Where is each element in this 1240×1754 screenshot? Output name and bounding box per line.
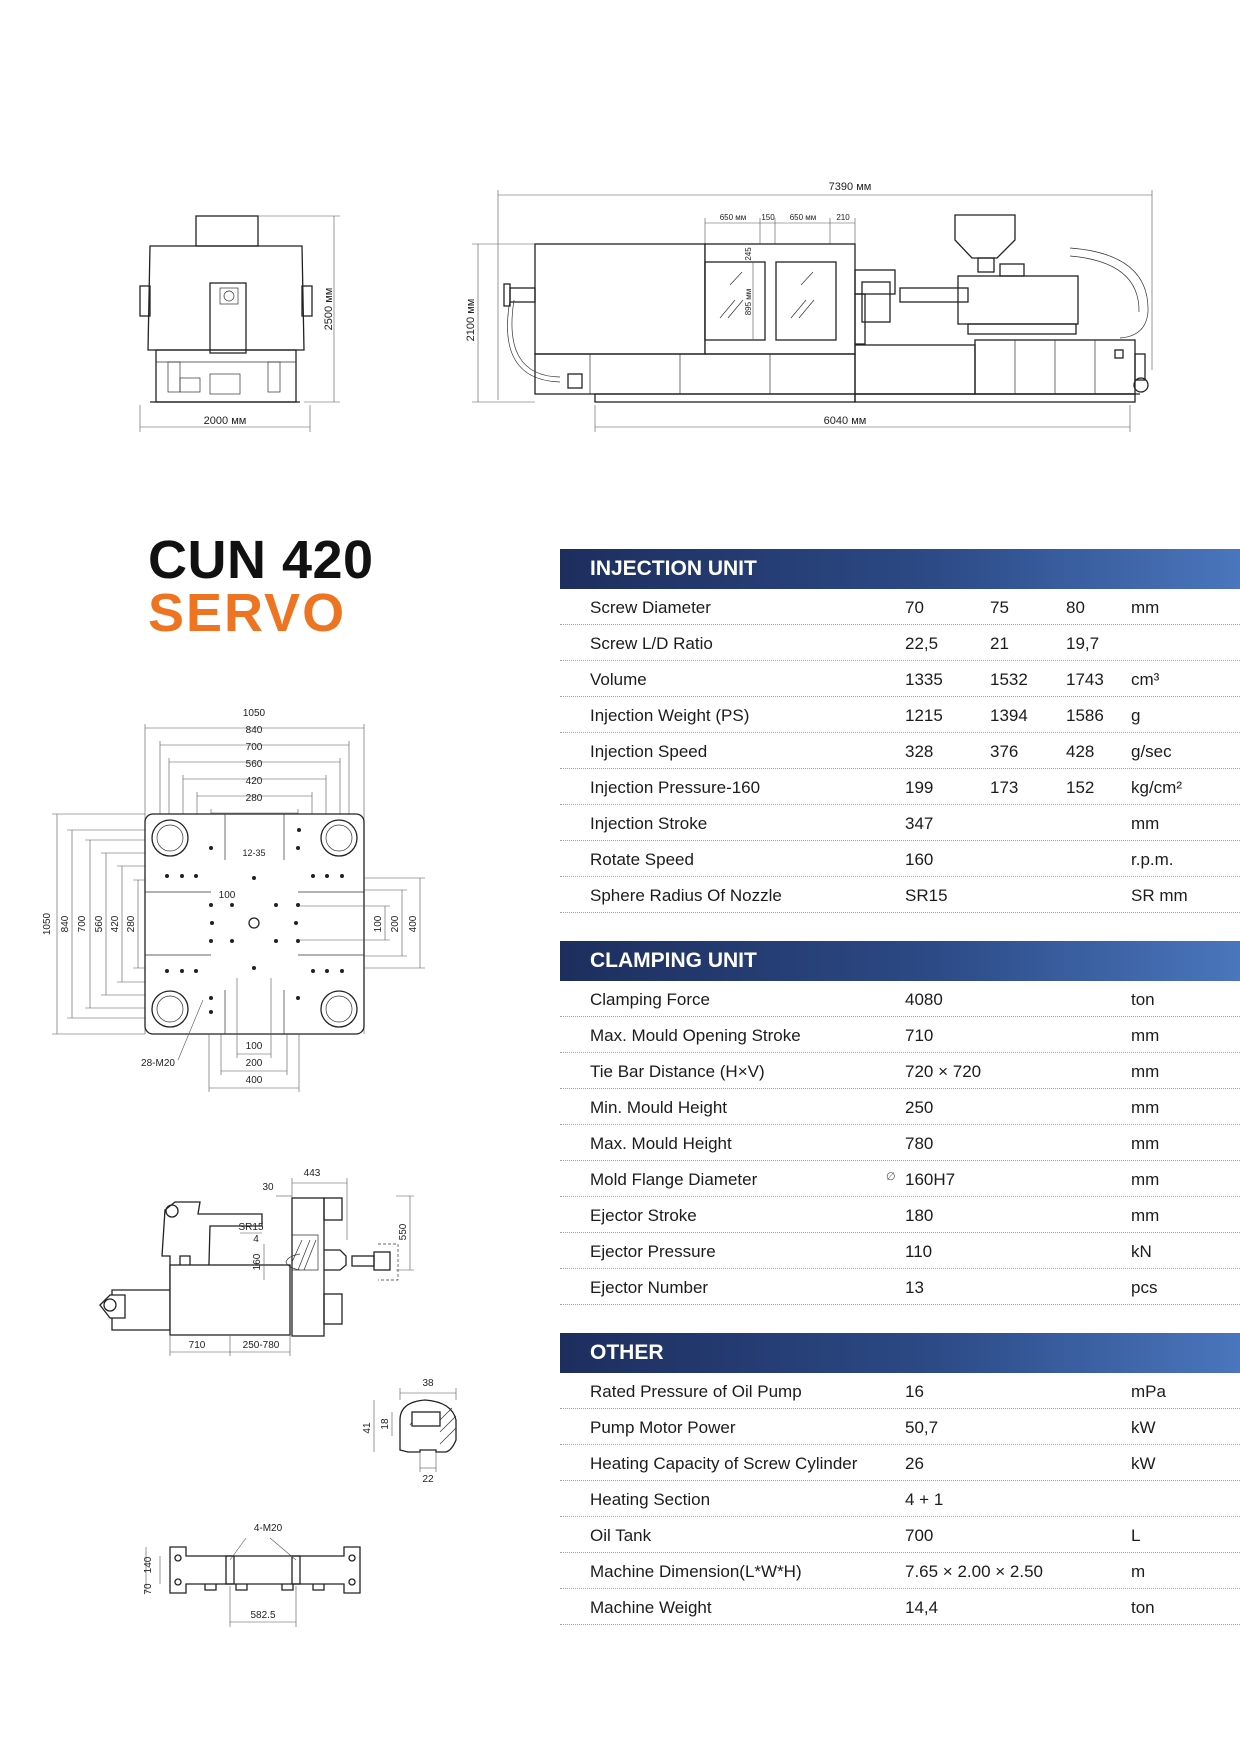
spec-value: 152 (1066, 778, 1095, 797)
spec-label: Clamping Force (590, 990, 710, 1009)
spec-row (560, 1017, 1240, 1053)
spec-unit: mm (1131, 598, 1160, 617)
spec-unit: mm (1131, 814, 1160, 833)
spec-value: 19,7 (1066, 634, 1100, 653)
mould-710-label: 710 (188, 1340, 206, 1351)
spec-row (560, 661, 1240, 697)
spec-row (560, 1517, 1240, 1553)
spec-unit: pcs (1131, 1278, 1158, 1297)
spec-value: 1394 (990, 706, 1028, 725)
spec-value: 250 (905, 1098, 934, 1117)
spec-unit: g (1131, 706, 1141, 725)
spec-unit: mm (1131, 1134, 1160, 1153)
platen-h-280: 280 (245, 793, 263, 804)
platen-r-200: 200 (390, 915, 401, 933)
platen-v-420: 420 (110, 915, 121, 933)
nozzle-41-label: 41 (362, 1422, 373, 1434)
platen-12-35-label: 12-35 (242, 848, 266, 858)
platen-b-400: 400 (245, 1075, 263, 1086)
spec-unit: kW (1131, 1454, 1156, 1473)
platen-h-1050: 1050 (242, 708, 266, 719)
spec-value: 428 (1066, 742, 1095, 761)
nozzle-38-label: 38 (422, 1378, 434, 1389)
seg-210-label: 210 (836, 213, 850, 222)
spec-unit: mPa (1131, 1382, 1166, 1401)
mould-443-label: 443 (303, 1168, 321, 1179)
spec-row (560, 805, 1240, 841)
front-width-label: 2000 мм (203, 415, 247, 427)
seg-150-label: 150 (761, 213, 775, 222)
platen-r-100: 100 (373, 915, 384, 933)
spec-label: Screw L/D Ratio (590, 634, 713, 653)
spec-row (560, 1445, 1240, 1481)
other-section (560, 1333, 1240, 1625)
platen-v-280: 280 (126, 915, 137, 933)
spec-value: 22,5 (905, 634, 939, 653)
spec-value: 70 (905, 598, 924, 617)
spec-value: 710 (905, 1026, 934, 1045)
platen-v-1050: 1050 (42, 912, 53, 936)
spec-unit: g/sec (1131, 742, 1172, 761)
spec-label: Min. Mould Height (590, 1098, 728, 1117)
spec-value: 1743 (1066, 670, 1104, 689)
spec-value: 700 (905, 1526, 934, 1545)
spec-row (560, 733, 1240, 769)
mould-250-780-label: 250-780 (242, 1340, 280, 1351)
spec-unit: m (1131, 1562, 1146, 1581)
spec-row (560, 1233, 1240, 1269)
platen-v-840: 840 (60, 915, 71, 933)
spec-label: Oil Tank (590, 1526, 652, 1545)
side-view-drawing (465, 181, 1152, 432)
ejector-4m20-label: 4-M20 (253, 1523, 283, 1534)
platen-b-200: 200 (245, 1058, 263, 1069)
spec-row (560, 589, 1240, 625)
spec-row (560, 697, 1240, 733)
spec-value: 160H7 (905, 1170, 956, 1189)
spec-value: 4080 (905, 990, 943, 1009)
spec-unit: mm (1131, 1170, 1160, 1189)
spec-unit: cm³ (1131, 670, 1160, 689)
spec-value: 7.65 × 2.00 × 2.50 (905, 1562, 1044, 1581)
mould-4-label: 4 (253, 1234, 259, 1245)
platen-drawing (42, 708, 425, 1092)
spec-row (560, 1089, 1240, 1125)
mould-30-label: 30 (262, 1182, 274, 1193)
platen-v-560: 560 (94, 915, 105, 933)
spec-value: 180 (905, 1206, 934, 1225)
spec-unit: SR mm (1131, 886, 1188, 905)
platen-h-560: 560 (245, 759, 263, 770)
spec-unit: L (1131, 1526, 1141, 1545)
spec-value: 80 (1066, 598, 1085, 617)
injection-unit-section (560, 549, 1240, 913)
spec-row (560, 981, 1240, 1017)
side-height-label: 2100 мм (465, 298, 477, 342)
spec-value: 160 (905, 850, 934, 869)
spec-label: Machine Dimension(L*W*H) (590, 1562, 802, 1581)
spec-label: Volume (590, 670, 647, 689)
spec-value: 14,4 (905, 1598, 939, 1617)
spec-label: Rotate Speed (590, 850, 694, 869)
platen-28-m20-label: 28-M20 (141, 1058, 175, 1069)
spec-row (560, 1409, 1240, 1445)
spec-unit: r.p.m. (1131, 850, 1174, 869)
seg-650b-label: 650 мм (789, 213, 817, 222)
nozzle-profile-drawing (362, 1378, 456, 1485)
spec-label: Rated Pressure of Oil Pump (590, 1382, 802, 1401)
nozzle-18-label: 18 (380, 1418, 391, 1430)
other-heading: OTHER (560, 1333, 1240, 1373)
spec-value: 110 (905, 1242, 933, 1261)
platen-h-700: 700 (245, 742, 263, 753)
spec-value: 780 (905, 1134, 934, 1153)
spec-label: Injection Weight (PS) (590, 706, 750, 725)
spec-value: 4 + 1 (905, 1490, 944, 1509)
spec-row (560, 625, 1240, 661)
spec-label: Injection Pressure-160 (590, 778, 761, 797)
spec-value: 1586 (1066, 706, 1104, 725)
spec-row (560, 1053, 1240, 1089)
platen-100-label: 100 (218, 890, 236, 901)
spec-value: 328 (905, 742, 934, 761)
diameter-symbol: ∅ (886, 1171, 896, 1183)
spec-label: Sphere Radius Of Nozzle (590, 886, 782, 905)
spec-value: 26 (905, 1454, 924, 1473)
ejector-140-label: 140 (143, 1556, 154, 1574)
mould-550-label: 550 (398, 1223, 409, 1241)
spec-row (560, 1481, 1240, 1517)
platen-v-700: 700 (77, 915, 88, 933)
mould-sr15-label: SR15 (238, 1222, 264, 1233)
spec-value: 199 (905, 778, 934, 797)
spec-label: Mold Flange Diameter (590, 1170, 758, 1189)
spec-value: 347 (905, 814, 934, 833)
spec-value: 376 (990, 742, 1019, 761)
spec-row (560, 1125, 1240, 1161)
platen-r-400: 400 (408, 915, 419, 933)
front-height-label: 2500 мм (323, 287, 335, 331)
clamping-unit-section (560, 941, 1240, 1305)
win-245-label: 245 (744, 247, 753, 261)
win-895-label: 895 мм (744, 288, 753, 316)
spec-label: Ejector Pressure (590, 1242, 716, 1261)
side-base-label: 6040 мм (823, 415, 867, 427)
spec-label: Heating Capacity of Screw Cylinder (590, 1454, 858, 1473)
spec-label: Machine Weight (590, 1598, 712, 1617)
model-variant: SERVO (148, 583, 347, 643)
model-title (148, 530, 374, 643)
clamping-unit-heading: CLAMPING UNIT (560, 941, 1240, 981)
spec-unit: ton (1131, 1598, 1155, 1617)
spec-row (560, 1553, 1240, 1589)
spec-value: 1335 (905, 670, 943, 689)
spec-label: Max. Mould Opening Stroke (590, 1026, 801, 1045)
ejector-582-label: 582.5 (250, 1610, 276, 1621)
spec-label: Max. Mould Height (590, 1134, 732, 1153)
spec-row (560, 877, 1240, 913)
spec-label: Screw Diameter (590, 598, 711, 617)
spec-label: Injection Stroke (590, 814, 708, 833)
spec-unit: kW (1131, 1418, 1156, 1437)
spec-unit: mm (1131, 1062, 1160, 1081)
spec-label: Heating Section (590, 1490, 711, 1509)
spec-row (560, 1589, 1240, 1625)
spec-value: 13 (905, 1278, 924, 1297)
spec-label: Injection Speed (590, 742, 708, 761)
spec-value: 50,7 (905, 1418, 939, 1437)
ejector-plate-drawing (143, 1523, 360, 1627)
spec-unit: mm (1131, 1026, 1160, 1045)
injection-unit-heading: INJECTION UNIT (560, 549, 1240, 589)
platen-h-840: 840 (245, 725, 263, 736)
spec-unit: ton (1131, 990, 1155, 1009)
spec-value: 720 × 720 (905, 1062, 982, 1081)
spec-label: Ejector Stroke (590, 1206, 697, 1225)
spec-value: 16 (905, 1382, 924, 1401)
spec-label: Pump Motor Power (590, 1418, 736, 1437)
spec-value: 21 (990, 634, 1009, 653)
spec-value: 75 (990, 598, 1009, 617)
spec-value: SR15 (905, 886, 948, 905)
spec-label: Tie Bar Distance (H×V) (590, 1062, 765, 1081)
mould-detail-drawing (100, 1168, 414, 1356)
spec-unit: kN (1131, 1242, 1152, 1261)
spec-row (560, 1373, 1240, 1409)
spec-value: 1532 (990, 670, 1028, 689)
spec-row (560, 841, 1240, 877)
ejector-70-label: 70 (143, 1583, 154, 1595)
side-length-label: 7390 мм (828, 181, 872, 193)
seg-650a-label: 650 мм (719, 213, 747, 222)
spec-row (560, 1197, 1240, 1233)
mould-160-label: 160 (252, 1253, 263, 1271)
model-name: CUN 420 (148, 530, 374, 590)
platen-h-420: 420 (245, 776, 263, 787)
spec-row (560, 1161, 1240, 1197)
nozzle-22-label: 22 (422, 1474, 434, 1485)
spec-row (560, 769, 1240, 805)
platen-b-100: 100 (245, 1041, 263, 1052)
spec-unit: mm (1131, 1206, 1160, 1225)
front-view-drawing (140, 216, 340, 432)
spec-value: 173 (990, 778, 1019, 797)
spec-unit: kg/cm² (1131, 778, 1182, 797)
spec-unit: mm (1131, 1098, 1160, 1117)
spec-label: Ejector Number (590, 1278, 709, 1297)
spec-value: 1215 (905, 706, 943, 725)
spec-row (560, 1269, 1240, 1305)
